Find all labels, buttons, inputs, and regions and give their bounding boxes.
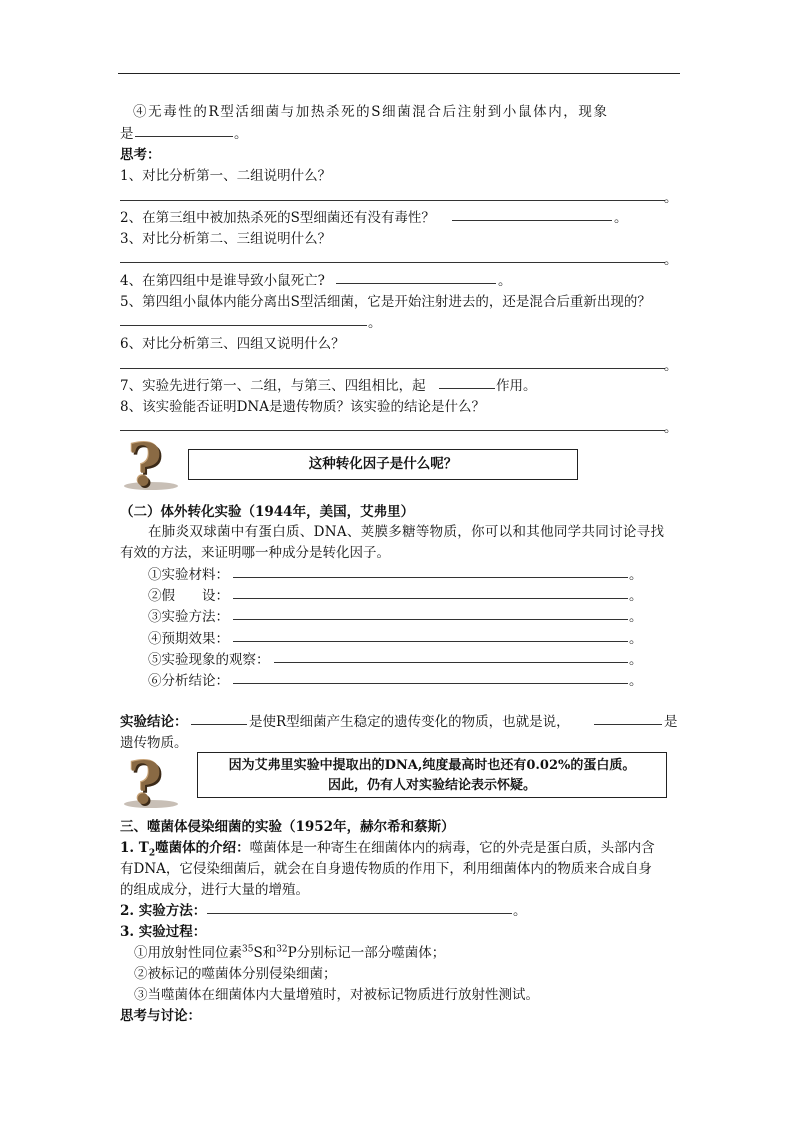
answer-line-observation[interactable]: [274, 662, 628, 663]
period: 。: [498, 273, 512, 289]
question-4: 4、在第四组中是谁导致小鼠死亡?: [120, 273, 325, 289]
answer-line-conclusion-2[interactable]: [594, 724, 662, 725]
step-1-text: S和: [253, 945, 277, 961]
method-label: 2. 实验方法：: [120, 903, 207, 919]
question-8: 8、该实验能否证明DNA是遗传物质？该实验的结论是什么？: [120, 399, 485, 415]
step-1-text: ①用放射性同位素: [134, 945, 242, 961]
item-method: ③实验方法：: [148, 609, 229, 625]
question-box-2-line1: 因为艾弗里实验中提取出的DNA,纯度最高时也还有0.02%的蛋白质。: [228, 758, 636, 773]
period: 。: [664, 190, 678, 206]
conclusion-line2: 遗传物质。: [120, 735, 188, 751]
period: 。: [629, 631, 643, 647]
conclusion-label: 实验结论：: [120, 714, 188, 730]
answer-line-method[interactable]: [233, 619, 628, 620]
question-6: 6、对比分析第三、四组又说明什么？: [120, 336, 345, 352]
think-label: 思考：: [120, 147, 161, 163]
question-box-2: [197, 752, 667, 798]
answer-line-6[interactable]: [120, 368, 665, 369]
item-expected: ④预期效果：: [148, 631, 229, 647]
answer-line-conclusion-1[interactable]: [191, 724, 247, 725]
answer-line-analysis[interactable]: [233, 683, 628, 684]
section2-intro-1: 在肺炎双球菌中有蛋白质、DNA、荚膜多糖等物质，你可以和其他同学共同讨论寻找: [148, 524, 665, 540]
question-7: 7、实验先进行第一、二组，与第三、四组相比，起: [120, 378, 426, 394]
answer-line-2[interactable]: [452, 220, 612, 221]
period: 。: [664, 252, 678, 268]
header-rule: [118, 73, 680, 74]
answer-line-hypothesis[interactable]: [233, 598, 628, 599]
intro-label-subscript: 2: [148, 848, 156, 859]
answer-line-3[interactable]: [120, 262, 665, 263]
question-mark-icon: ?: [128, 431, 162, 499]
answer-line-method-3[interactable]: [207, 913, 512, 914]
question-1: 1、对比分析第一、二组说明什么？: [120, 168, 332, 184]
process-label: 3. 实验过程：: [120, 924, 207, 940]
intro-text: 噬菌体是一种寄生在细菌体内的病毒，它的外壳是蛋白质，头部内含: [249, 840, 655, 856]
answer-line-4[interactable]: [336, 283, 496, 284]
conclusion-end: 是: [664, 714, 678, 730]
period: 。: [513, 903, 527, 919]
item4-line1: ④无毒性的R型活细菌与加热杀死的S细菌混合后注射到小鼠体内，现象: [133, 104, 609, 120]
step-3: ③当噬菌体在细菌体内大量增殖时，对被标记物质进行放射性测试。: [134, 987, 539, 1003]
item-materials: ①实验材料：: [148, 567, 229, 583]
period: 。: [629, 567, 643, 583]
period: 。: [629, 673, 643, 689]
answer-line-8[interactable]: [120, 430, 665, 431]
isotope-p-superscript: 32: [276, 944, 288, 955]
step-1: [134, 941, 445, 961]
period: 。: [629, 652, 643, 668]
section2-intro-2: 有效的方法，来证明哪一种成分是转化因子。: [120, 545, 390, 561]
period: 。: [629, 588, 643, 604]
section3-intro-2: 有DNA，它侵染细菌后，就会在自身遗传物质的作用下，利用细菌体内的物质来合成自身: [120, 861, 652, 877]
item-hypothesis: ②假 设：: [148, 588, 229, 604]
intro-label: 1. T: [120, 840, 149, 856]
question-3: 3、对比分析第二、三组说明什么？: [120, 231, 332, 247]
intro-label-rest: 噬菌体的介绍：: [155, 840, 250, 856]
answer-line-expected[interactable]: [233, 641, 628, 642]
isotope-s-superscript: 35: [242, 944, 254, 955]
period: 。: [614, 210, 628, 226]
period: 。: [664, 358, 678, 374]
item-analysis: ⑥分析结论：: [148, 673, 229, 689]
answer-line-materials[interactable]: [233, 577, 628, 578]
period: 。: [234, 126, 248, 142]
question-mark-icon: ?: [128, 749, 162, 817]
answer-line-5[interactable]: [120, 325, 367, 326]
section2-title: （二）体外转化实验（1944年，美国，艾弗里）: [120, 504, 415, 520]
question-box-1: 这种转化因子是什么呢？: [188, 449, 578, 480]
item-observation: ⑤实验现象的观察：: [148, 652, 270, 668]
period: 。: [368, 315, 382, 331]
answer-line-1[interactable]: [120, 200, 665, 201]
item4-line2-start: 是: [120, 126, 134, 142]
discussion-label: 思考与讨论：: [120, 1008, 201, 1024]
question-5: 5、第四组小鼠体内能分离出S型活细菌，它是开始注射进去的，还是混合后重新出现的？: [120, 294, 651, 310]
question-7-end: 作用。: [496, 378, 537, 394]
section3-intro-1: [120, 836, 655, 859]
conclusion-text: 是使R型细菌产生稳定的遗传变化的物质，也就是说，: [249, 714, 570, 730]
period: 。: [664, 420, 678, 436]
section3-title: 三、噬菌体侵染细菌的实验（1952年，赫尔希和蔡斯）: [120, 819, 455, 835]
step-2: ②被标记的噬菌体分别侵染细菌；: [134, 966, 337, 982]
step-1-text: P分别标记一部分噬菌体；: [287, 945, 446, 961]
section3-intro-3: 的组成成分，进行大量的增殖。: [120, 882, 309, 898]
answer-blank[interactable]: [135, 136, 233, 137]
period: 。: [629, 609, 643, 625]
question-2: 2、在第三组中被加热杀死的S型细菌还有没有毒性？: [120, 210, 435, 226]
question-box-2-line2: 因此，仍有人对实验结论表示怀疑。: [327, 778, 536, 793]
answer-line-7[interactable]: [439, 388, 495, 389]
